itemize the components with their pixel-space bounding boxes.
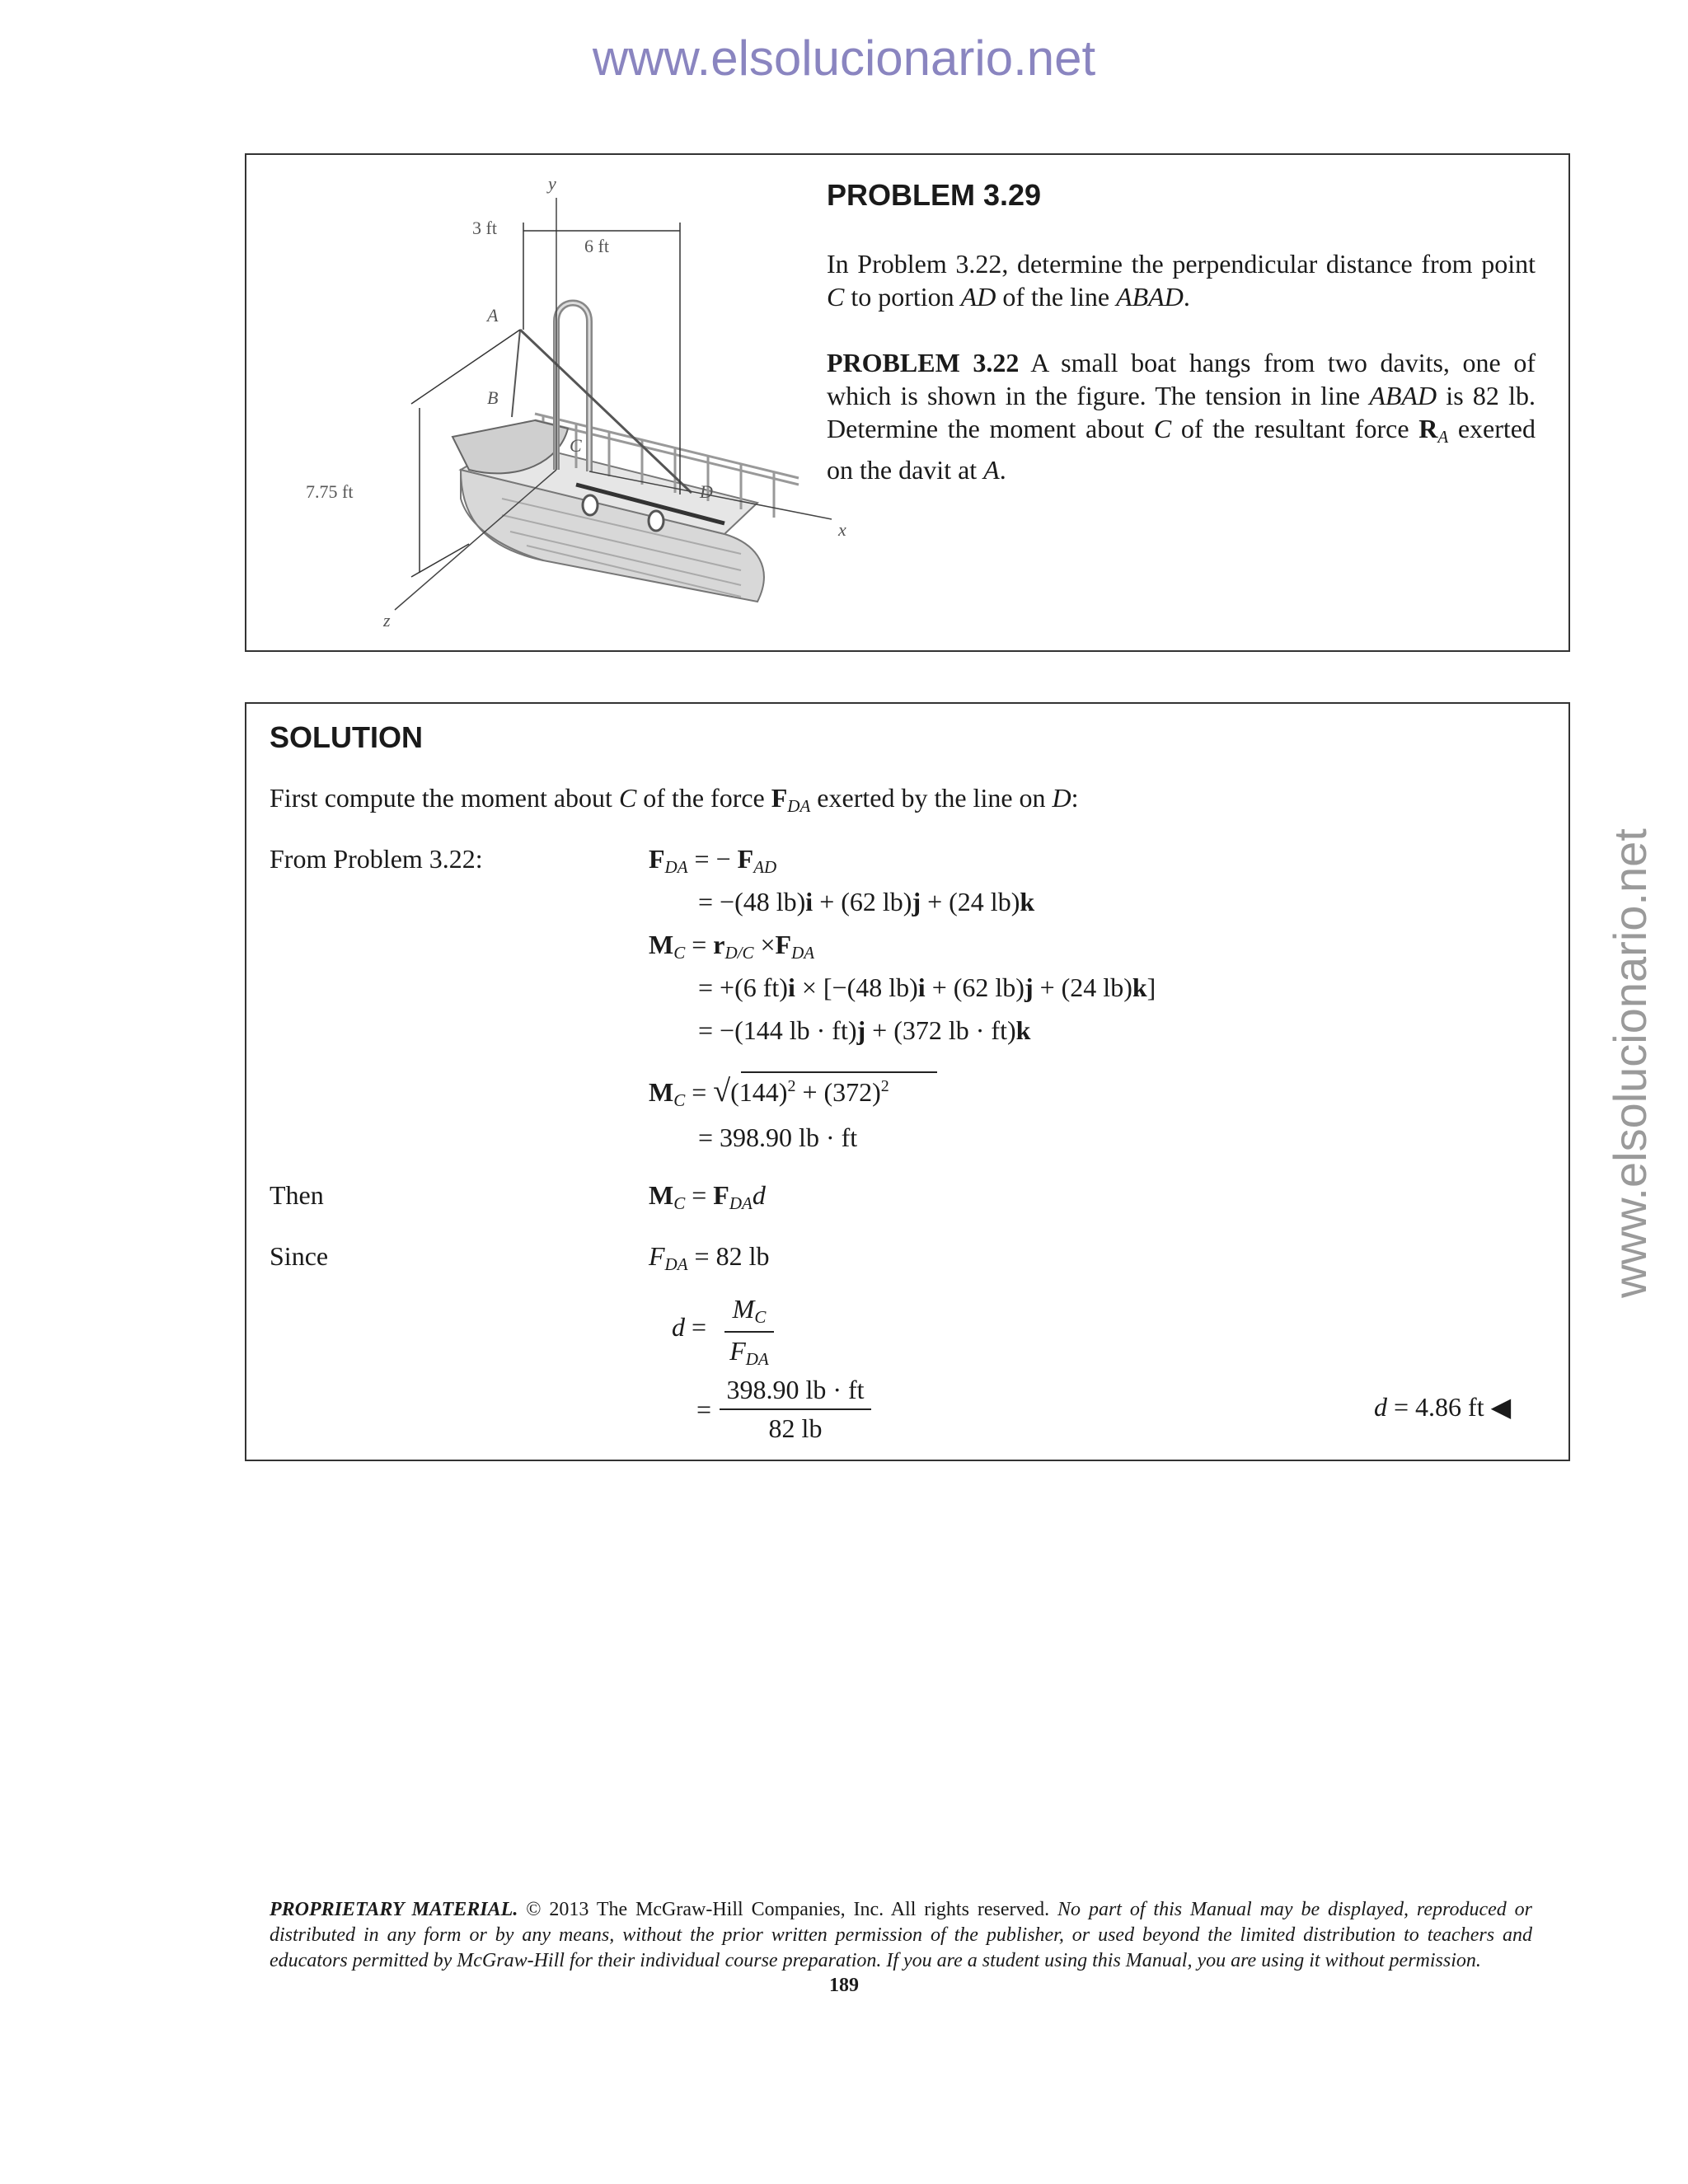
- fraction-mc-numerator: $M_C$: [724, 1294, 774, 1333]
- eq-mc-value: = 398.90 lb · ft: [698, 1122, 858, 1152]
- label-from-problem: From Problem 3.22:: [270, 844, 483, 874]
- eq-mc-result: = −(144 lb · ft)j + (372 lb · ft)k: [698, 1015, 1031, 1045]
- dim-775-label: 7.75 ft: [306, 481, 354, 502]
- davit-figure: [296, 173, 889, 635]
- fraction-mc-fda: [724, 1294, 774, 1370]
- problem-title: PROBLEM 3.29: [827, 178, 1042, 212]
- eq-equals-2: =: [696, 1394, 712, 1424]
- eq-fda-components: = −(48 lb)i + (62 lb)j + (24 lb)k: [698, 887, 1035, 916]
- fraction-numeric-denominator: 82 lb: [768, 1413, 823, 1443]
- eq-fda-value: $F_{DA} = 82$ lb: [649, 1241, 770, 1274]
- eq-mc-fda-d: $M_C = F_{DA}d$: [649, 1180, 766, 1213]
- page-number: 189: [829, 1975, 859, 1996]
- point-b-label: B: [487, 387, 499, 408]
- final-answer: d = 4.86 ft ◀: [1374, 1392, 1512, 1422]
- eq-mc-cross: = +(6 ft)i × [−(48 lb)i + (62 lb)j + (24 lb)k]: [698, 972, 1156, 1002]
- eq-d-lhs: d =: [672, 1312, 707, 1342]
- dim-6ft-label: 6 ft: [584, 236, 609, 256]
- eq-fda: $F_{DA}$ = − $F_{AD}$: [649, 844, 777, 877]
- point-c-label: C: [570, 435, 582, 456]
- sqrt-symbol: √: [713, 1074, 731, 1108]
- fraction-numeric-numerator: 398.90 lb · ft: [720, 1375, 871, 1410]
- sqrt-bar: [741, 1071, 937, 1073]
- watermark-top: www.elsolucionario.net: [592, 30, 1096, 86]
- watermark-side: www.elsolucionario.net: [1604, 828, 1656, 1298]
- fraction-numeric: [720, 1375, 871, 1444]
- related-problem: PROBLEM 3.22 A small boat hangs from two davits, one of which is shown in the figure. The tension in line ABAD is 82 lb. Determine the moment about C of the resultant force $R_A$ exerted on the davit at A.: [827, 348, 1536, 485]
- footer-notice: PROPRIETARY MATERIAL. © 2013 The McGraw-Hill Companies, Inc. All rights reserved. No part of this Manual may be displayed, reproduced or distributed in any form or by any means, without the prior written permission of the publisher, or used beyond the limited distribution to teachers and educators permitted by McGraw-Hill for their individual course preparation. If you are a student using this Manual, you are using it without permission.: [270, 1899, 1532, 1971]
- axis-x-label: x: [838, 519, 846, 540]
- problem-text: [827, 247, 1536, 519]
- axis-z-label: z: [383, 610, 391, 630]
- solution-box: [245, 702, 1570, 1461]
- solution-title: SOLUTION: [270, 720, 423, 754]
- fraction-fda-denominator: $F_{DA}$: [729, 1336, 769, 1369]
- solution-intro: First compute the moment about C of the force $F_{DA}$ exerted by the line on D:: [270, 783, 1079, 816]
- eq-mc-def: $M_C = r_{D/C} \times F_{DA}$: [649, 930, 815, 963]
- label-since: Since: [270, 1241, 329, 1271]
- axis-y-label: y: [548, 173, 556, 194]
- problem-statement: In Problem 3.22, determine the perpendicular distance from point C to portion AD of the line ABAD.: [827, 249, 1536, 312]
- problem-box: [245, 153, 1570, 652]
- point-d-label: D: [700, 481, 713, 502]
- label-then: Then: [270, 1180, 324, 1210]
- dim-3ft-label: 3 ft: [472, 218, 497, 238]
- eq-mc-magnitude: $M_C = √(144)^2 + (372)^2$: [649, 1074, 889, 1110]
- point-a-label: A: [487, 305, 499, 326]
